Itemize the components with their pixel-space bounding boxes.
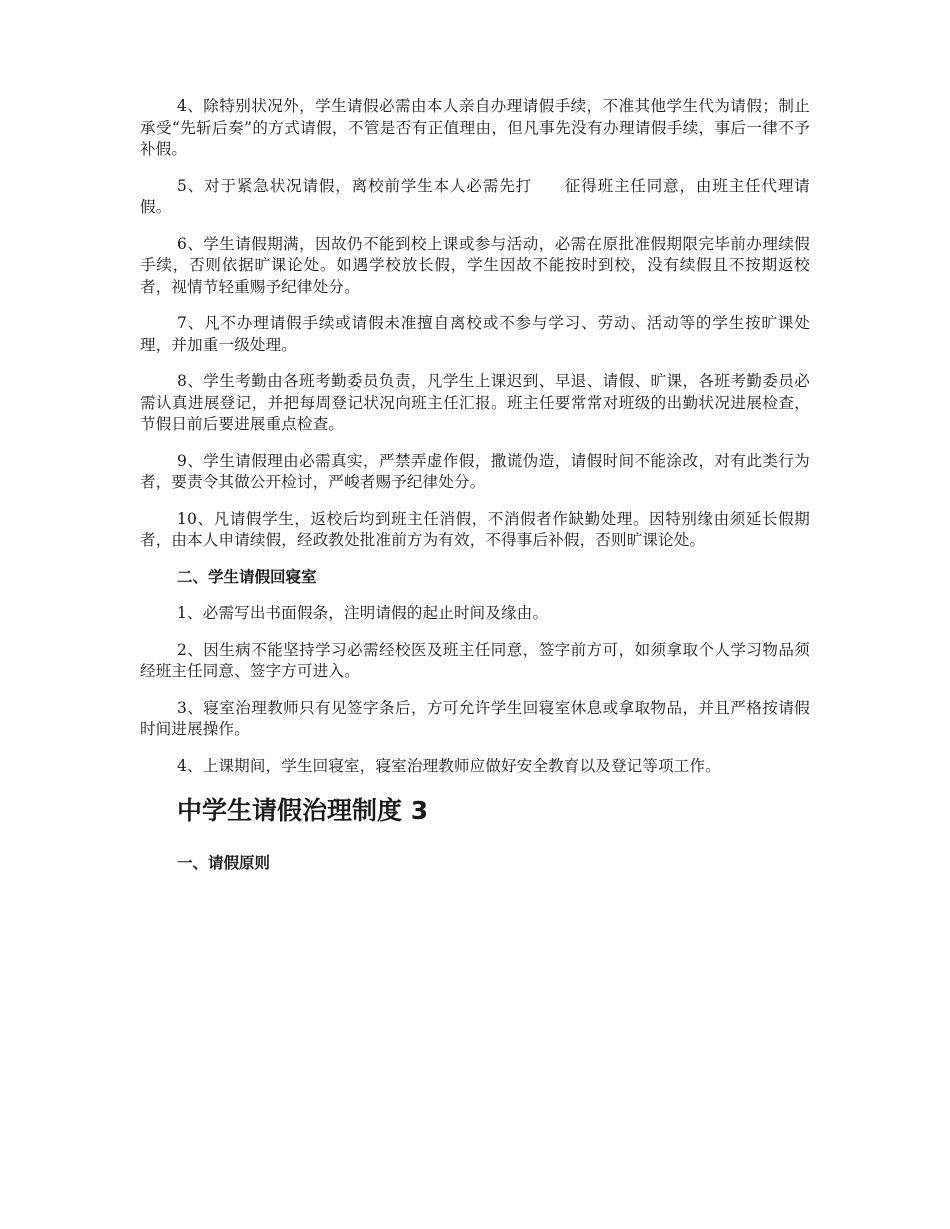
paragraph-item-9: 9、学生请假理由必需真实，严禁弄虚作假，撒谎伪造，请假时间不能涂改，对有此类行为者，要责令其做公开检讨，严峻者赐予纪律处分。 [140, 451, 810, 491]
paragraph-item-8: 8、学生考勤由各班考勤委员负责，凡学生上课迟到、早退、请假、旷课，各班考勤委员必需认真进展登记，并把每周登记状况向班主任汇报。班主任要常常对班级的出勤状况进展检查，节假日前后要进展重点检查。 [140, 372, 810, 433]
paragraph-item-10: 10、凡请假学生，返校后均到班主任消假，不消假者作缺勤处理。因特别缘由须延长假期者，由本人申请续假，经政教处批准前方为有效，不得事后补假，否则旷课论处。 [140, 509, 810, 549]
paragraph-item-5: 5、对于紧急状况请假，离校前学生本人必需先打 征得班主任同意，由班主任代理请假。 [140, 176, 810, 216]
paragraph-item-4: 4、除特别状况外，学生请假必需由本人亲自办理请假手续，不准其他学生代为请假；制止承受“先斩后奏”的方式请假，不管是否有正值理由，但凡事先没有办理请假手续，事后一律不予补假。 [140, 97, 810, 158]
document-page [140, 96, 810, 890]
paragraph-item-6: 6、学生请假期满，因故仍不能到校上课或参与活动，必需在原批准假期限完毕前办理续假手续，否则依据旷课论处。如遇学校放长假，学生因故不能按时到校，没有续假且不按期返校者，视情节轻重赐予纪律处分。 [140, 234, 810, 296]
section-heading-principles: 一、请假原则 [177, 854, 271, 872]
dorm-rule-3: 3、寝室治理教师只有见签字条后，方可允许学生回寝室休息或拿取物品，并且严格按请假时间进展操作。 [140, 698, 810, 738]
document-title: 中学生请假治理制度 3 [177, 796, 429, 825]
paragraph-item-7: 7、凡不办理请假手续或请假未准擅自离校或不参与学习、劳动、活动等的学生按旷课处理，并加重一级处理。 [140, 314, 810, 354]
section-heading-dormitory: 二、学生请假回寝室 [177, 567, 317, 586]
dorm-rule-2: 2、因生病不能坚持学习必需经校医及班主任同意，签字前方可，如须拿取个人学习物品须经班主任同意、签字方可进入。 [140, 640, 810, 680]
dorm-rule-4: 4、上课期间，学生回寝室，寝室治理教师应做好安全教育以及登记等项工作。 [177, 756, 721, 775]
dorm-rule-1: 1、必需写出书面假条，注明请假的起止时间及缘由。 [177, 604, 549, 622]
